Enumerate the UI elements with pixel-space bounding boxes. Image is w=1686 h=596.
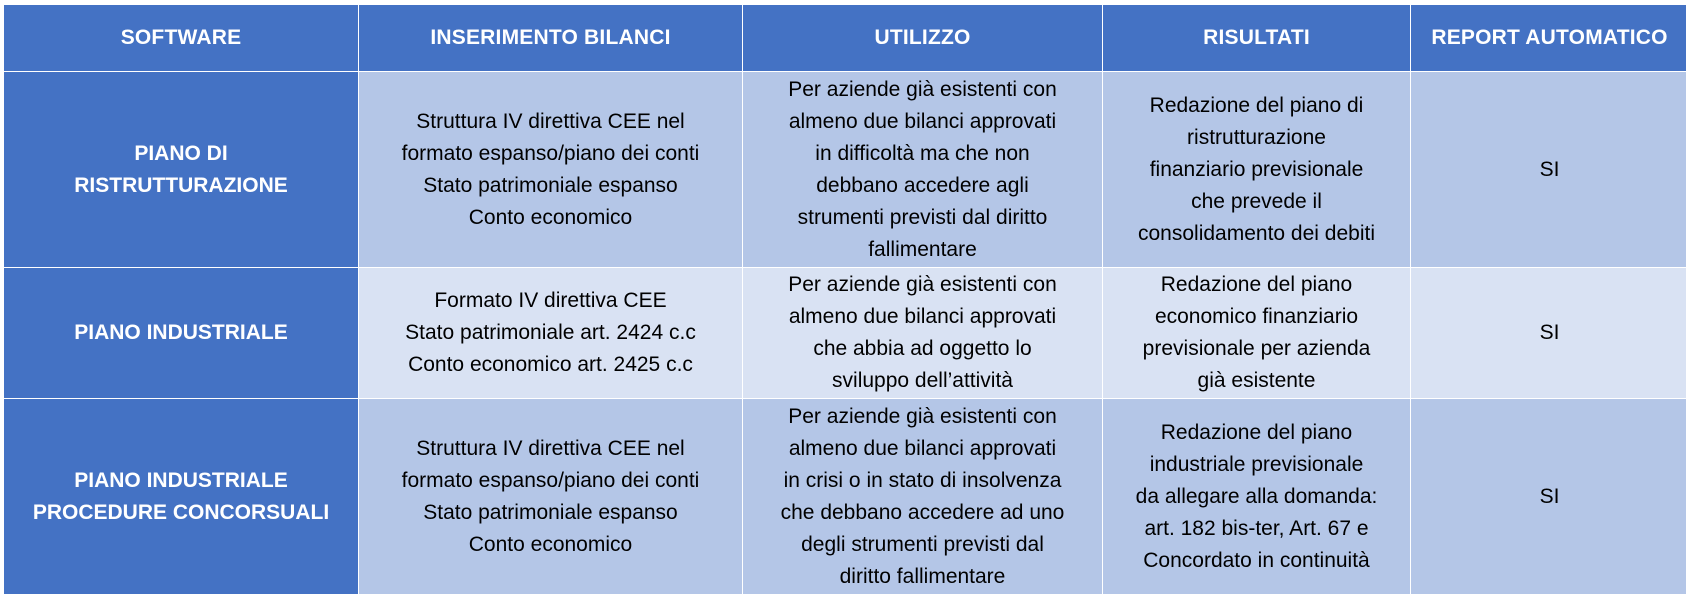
header-report-automatico — [1411, 5, 1686, 71]
row-2-inserimento-text: Formato IV direttiva CEE Stato patrimoniale art. 2424 c.c Conto economico art. 2425 c.c — [405, 289, 696, 376]
row-1-inserimento-text: Struttura IV direttiva CEE nel formato espanso/piano dei conti Stato patrimoniale espanso Conto economico — [401, 109, 700, 229]
header-risultati — [1103, 5, 1410, 71]
row-2-utilizzo-text: Per aziende già esistenti con almeno due bilanci approvati che abbia ad oggetto lo sviluppo dell’attività — [788, 273, 1057, 392]
header-utilizzo — [743, 5, 1102, 71]
row-2-inserimento — [359, 268, 742, 398]
row-2-risultati — [1103, 268, 1410, 398]
row-1-report — [1411, 72, 1686, 267]
row-2-risultati-text: Redazione del piano economico finanziario previsionale per azienda già esistente — [1142, 273, 1371, 392]
row-3-report-text: SI — [1539, 484, 1560, 508]
row-3-report — [1411, 399, 1686, 594]
row-3-risultati-text: Redazione del piano industriale previsionale da allegare alla domanda: art. 182 bis-ter, Art. 67 e Concordato in continuità — [1135, 420, 1378, 572]
row-3-utilizzo-text: Per aziende già esistenti con almeno due bilanci approvati in crisi o in stato di insolvenza che debbano accedere ad uno degli strumenti previsti dal diritto fallimentare — [780, 404, 1065, 588]
row-3-inserimento — [359, 399, 742, 594]
header-report-label: REPORT AUTOMATICO — [1431, 26, 1668, 49]
row-1-utilizzo — [743, 72, 1102, 267]
row-3-inserimento-text: Struttura IV direttiva CEE nel formato espanso/piano dei conti Stato patrimoniale espanso Conto economico — [401, 436, 700, 556]
row-3-software — [4, 399, 358, 594]
header-risultati-label: RISULTATI — [1203, 26, 1310, 49]
header-inserimento-bilanci — [359, 5, 742, 71]
row-1-software-label: PIANO DI RISTRUTTURAZIONE — [74, 141, 288, 197]
row-2-software-label: PIANO INDUSTRIALE — [74, 321, 288, 344]
row-1-risultati — [1103, 72, 1410, 267]
software-comparison-table — [4, 5, 1684, 594]
header-software — [4, 5, 358, 71]
row-2-report — [1411, 268, 1686, 398]
row-3-software-label: PIANO INDUSTRIALE PROCEDURE CONCORSUALI — [32, 468, 330, 524]
row-3-utilizzo — [743, 399, 1102, 594]
header-utilizzo-label: UTILIZZO — [874, 26, 971, 49]
row-2-report-text: SI — [1539, 321, 1560, 344]
row-1-risultati-text: Redazione del piano di ristrutturazione finanziario previsionale che prevede il consolidamento dei debiti — [1138, 93, 1375, 245]
row-1-utilizzo-text: Per aziende già esistenti con almeno due bilanci approvati in difficoltà ma che non debbano accedere agli strumenti previsti dal diritto fallimentare — [788, 77, 1057, 261]
header-inserimento-label: INSERIMENTO BILANCI — [430, 26, 671, 49]
row-1-report-text: SI — [1539, 157, 1560, 181]
header-software-label: SOFTWARE — [120, 26, 242, 49]
row-1-inserimento — [359, 72, 742, 267]
row-2-utilizzo — [743, 268, 1102, 398]
row-1-software — [4, 72, 358, 267]
row-3-risultati — [1103, 399, 1410, 594]
row-2-software — [4, 268, 358, 398]
